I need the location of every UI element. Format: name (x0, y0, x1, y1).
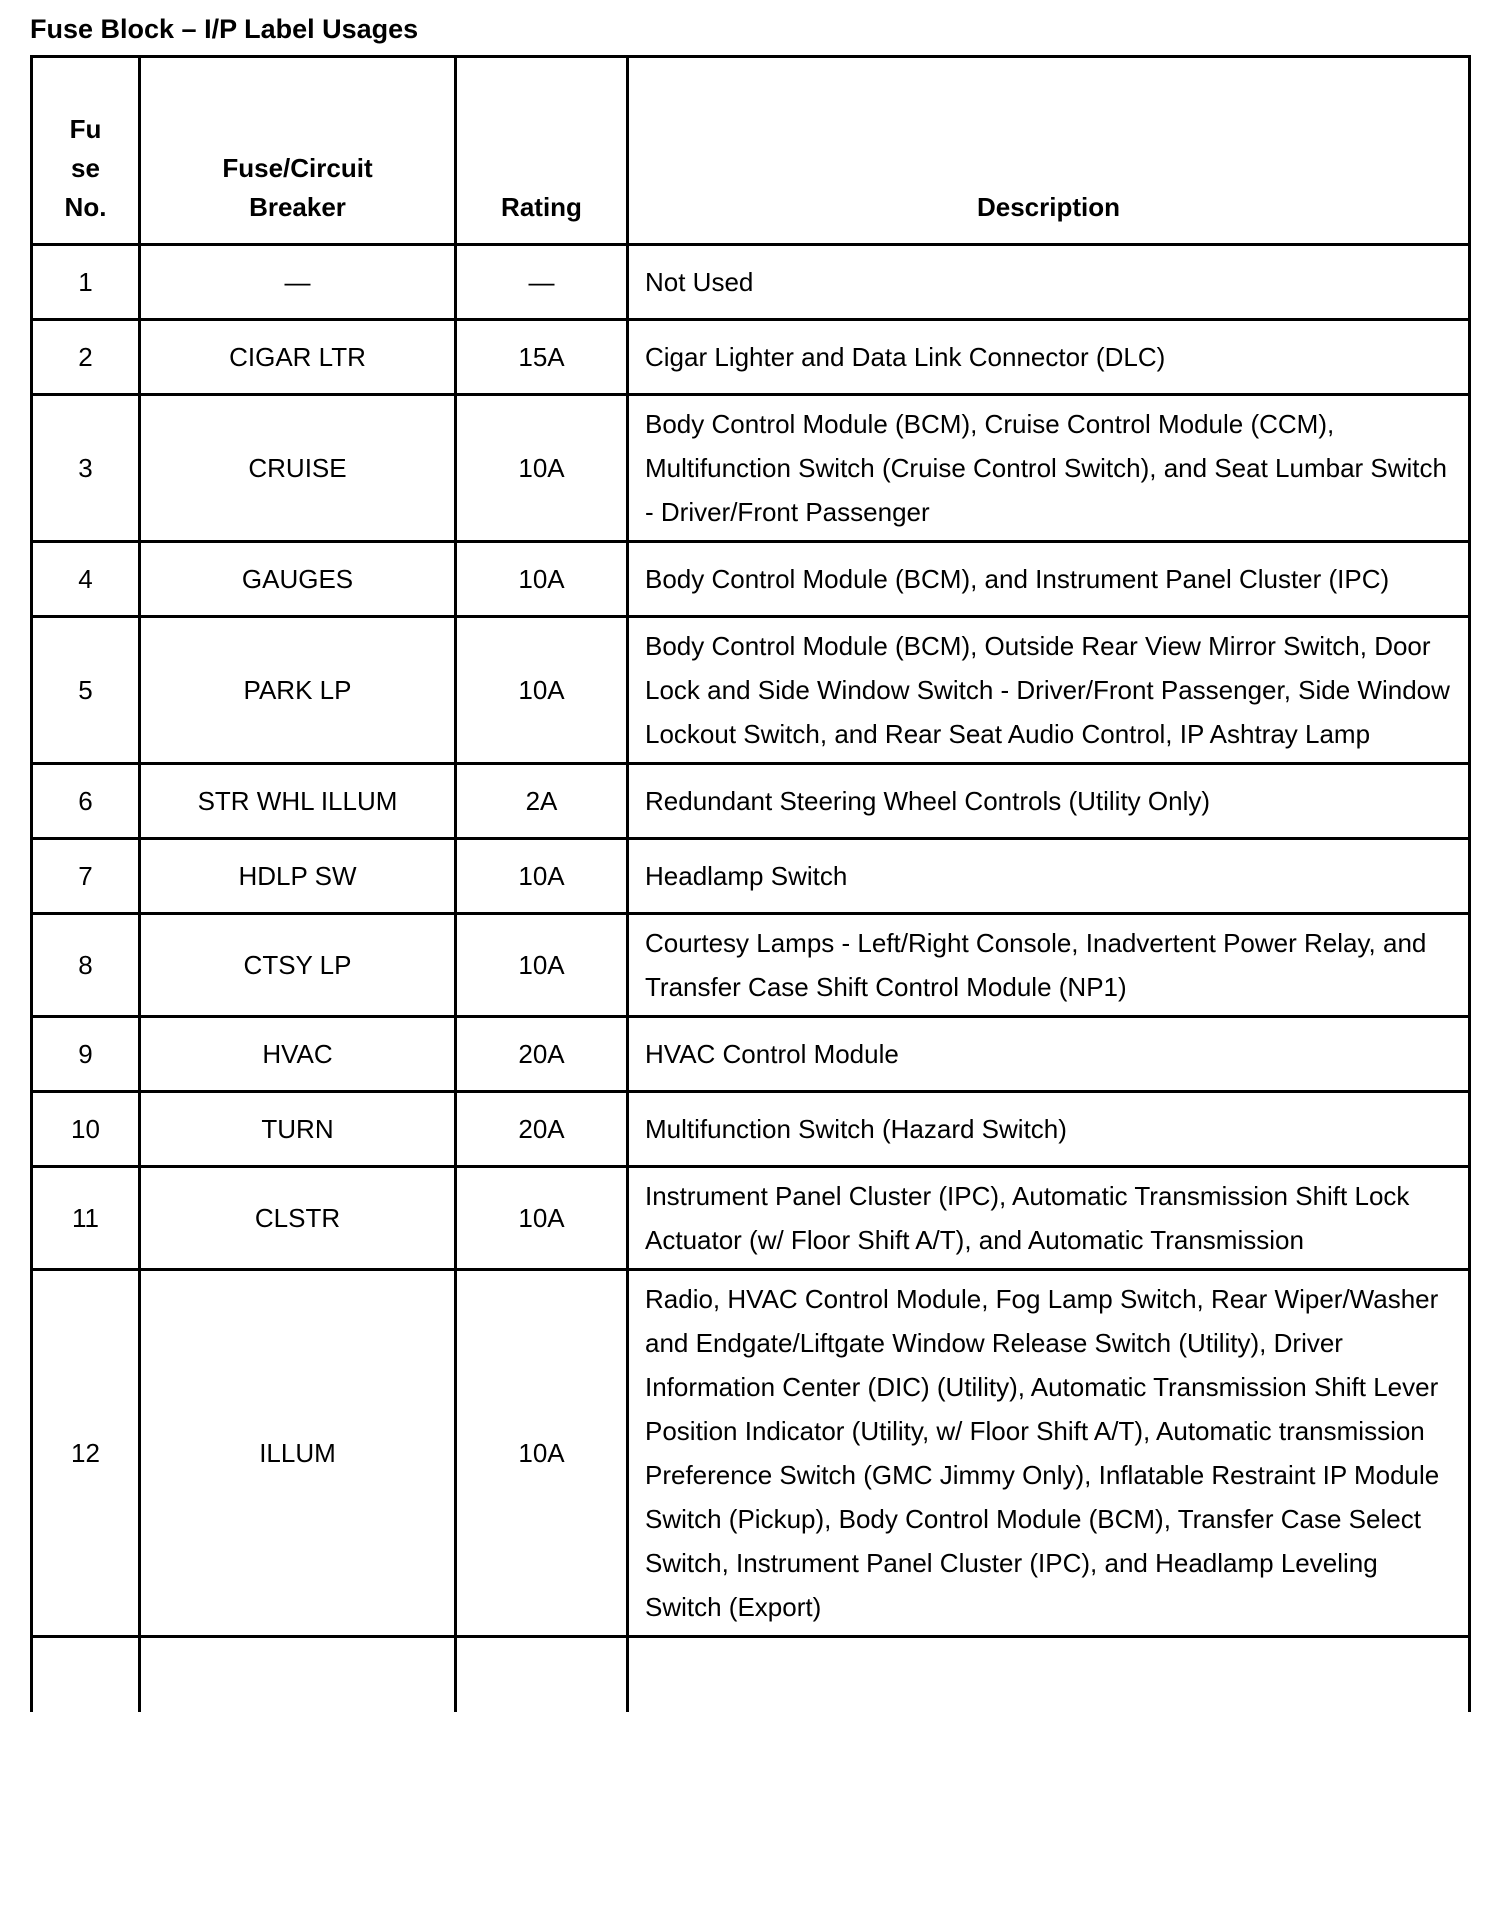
table-row (32, 245, 1470, 320)
fuse-rating: 10A (456, 839, 628, 914)
table-row (32, 395, 1470, 542)
table-row (32, 320, 1470, 395)
table-row (32, 839, 1470, 914)
fuse-description: Cigar Lighter and Data Link Connector (DLC) (628, 320, 1470, 395)
fuse-rating: — (456, 245, 628, 320)
header-fuse-no (32, 57, 140, 245)
header-description: Description (628, 57, 1470, 245)
fuse-rating: 20A (456, 1017, 628, 1092)
fuse-description: Redundant Steering Wheel Controls (Utility Only) (628, 764, 1470, 839)
fuse-breaker: HVAC (140, 1017, 456, 1092)
fuse-rating: 2A (456, 764, 628, 839)
fuse-breaker: TURN (140, 1092, 456, 1167)
fuse-breaker: PARK LP (140, 617, 456, 764)
fuse-number: 2 (32, 320, 140, 395)
fuse-rating: 10A (456, 1270, 628, 1637)
fuse-number: 1 (32, 245, 140, 320)
fuse-rating: 15A (456, 320, 628, 395)
fuse-description: Body Control Module (BCM), and Instrument Panel Cluster (IPC) (628, 542, 1470, 617)
fuse-description: Body Control Module (BCM), Cruise Control Module (CCM), Multifunction Switch (Cruise Control Switch), and Seat Lumbar Switch - Driver/Front Passenger (628, 395, 1470, 542)
fuse-breaker: GAUGES (140, 542, 456, 617)
continuation-cell (140, 1637, 456, 1712)
header-breaker-line1: Fuse/Circuit (222, 153, 373, 183)
fuse-description: Not Used (628, 245, 1470, 320)
fuse-rating: 10A (456, 542, 628, 617)
table-row-continuation (32, 1637, 1470, 1712)
fuse-breaker: CLSTR (140, 1167, 456, 1270)
continuation-cell (456, 1637, 628, 1712)
header-rating: Rating (456, 57, 628, 245)
fuse-table (30, 55, 1471, 1712)
fuse-number: 5 (32, 617, 140, 764)
fuse-number: 7 (32, 839, 140, 914)
fuse-number: 11 (32, 1167, 140, 1270)
header-breaker (140, 57, 456, 245)
fuse-rating: 10A (456, 914, 628, 1017)
table-row (32, 914, 1470, 1017)
table-row (32, 1017, 1470, 1092)
fuse-description: Body Control Module (BCM), Outside Rear View Mirror Switch, Door Lock and Side Window Switch - Driver/Front Passenger, Side Window Lockout Switch, and Rear Seat Audio Control, IP Ashtray Lamp (628, 617, 1470, 764)
continuation-cell (32, 1637, 140, 1712)
fuse-description: HVAC Control Module (628, 1017, 1470, 1092)
table-row (32, 1092, 1470, 1167)
page-title: Fuse Block – I/P Label Usages (30, 14, 419, 44)
header-breaker-line2: Breaker (249, 192, 346, 222)
fuse-breaker: CIGAR LTR (140, 320, 456, 395)
table-row (32, 542, 1470, 617)
header-fuse-no-line1: Fu (69, 114, 102, 144)
fuse-number: 6 (32, 764, 140, 839)
fuse-breaker: HDLP SW (140, 839, 456, 914)
fuse-description: Radio, HVAC Control Module, Fog Lamp Switch, Rear Wiper/Washer and Endgate/Liftgate Window Release Switch (Utility), Driver Information Center (DIC) (Utility), Automatic Transmission Shift Lever Position Indicator (Utility, w/ Floor Shift A/T), Automatic transmission Preference Switch (GMC Jimmy Only), Inflatable Restraint IP Module Switch (Pickup), Body Control Module (BCM), Transfer Case Select Switch, Instrument Panel Cluster (IPC), and Headlamp Leveling Switch (Export) (628, 1270, 1470, 1637)
fuse-breaker: ILLUM (140, 1270, 456, 1637)
fuse-number: 8 (32, 914, 140, 1017)
fuse-breaker: CRUISE (140, 395, 456, 542)
fuse-number: 4 (32, 542, 140, 617)
fuse-description: Multifunction Switch (Hazard Switch) (628, 1092, 1470, 1167)
table-row (32, 1167, 1470, 1270)
fuse-breaker: — (140, 245, 456, 320)
table-row (32, 1270, 1470, 1637)
fuse-rating: 10A (456, 617, 628, 764)
fuse-rating: 10A (456, 395, 628, 542)
fuse-number: 3 (32, 395, 140, 542)
fuse-description: Instrument Panel Cluster (IPC), Automatic Transmission Shift Lock Actuator (w/ Floor Shift A/T), and Automatic Transmission (628, 1167, 1470, 1270)
fuse-rating: 10A (456, 1167, 628, 1270)
fuse-breaker: STR WHL ILLUM (140, 764, 456, 839)
fuse-number: 10 (32, 1092, 140, 1167)
fuse-breaker: CTSY LP (140, 914, 456, 1017)
fuse-number: 12 (32, 1270, 140, 1637)
fuse-rating: 20A (456, 1092, 628, 1167)
header-fuse-no-line3: No. (64, 192, 107, 222)
table-header-row (32, 57, 1470, 245)
fuse-number: 9 (32, 1017, 140, 1092)
table-row (32, 617, 1470, 764)
fuse-description: Courtesy Lamps - Left/Right Console, Inadvertent Power Relay, and Transfer Case Shift Control Module (NP1) (628, 914, 1470, 1017)
continuation-cell (628, 1637, 1470, 1712)
header-fuse-no-line2: se (71, 153, 100, 183)
table-row (32, 764, 1470, 839)
fuse-description: Headlamp Switch (628, 839, 1470, 914)
